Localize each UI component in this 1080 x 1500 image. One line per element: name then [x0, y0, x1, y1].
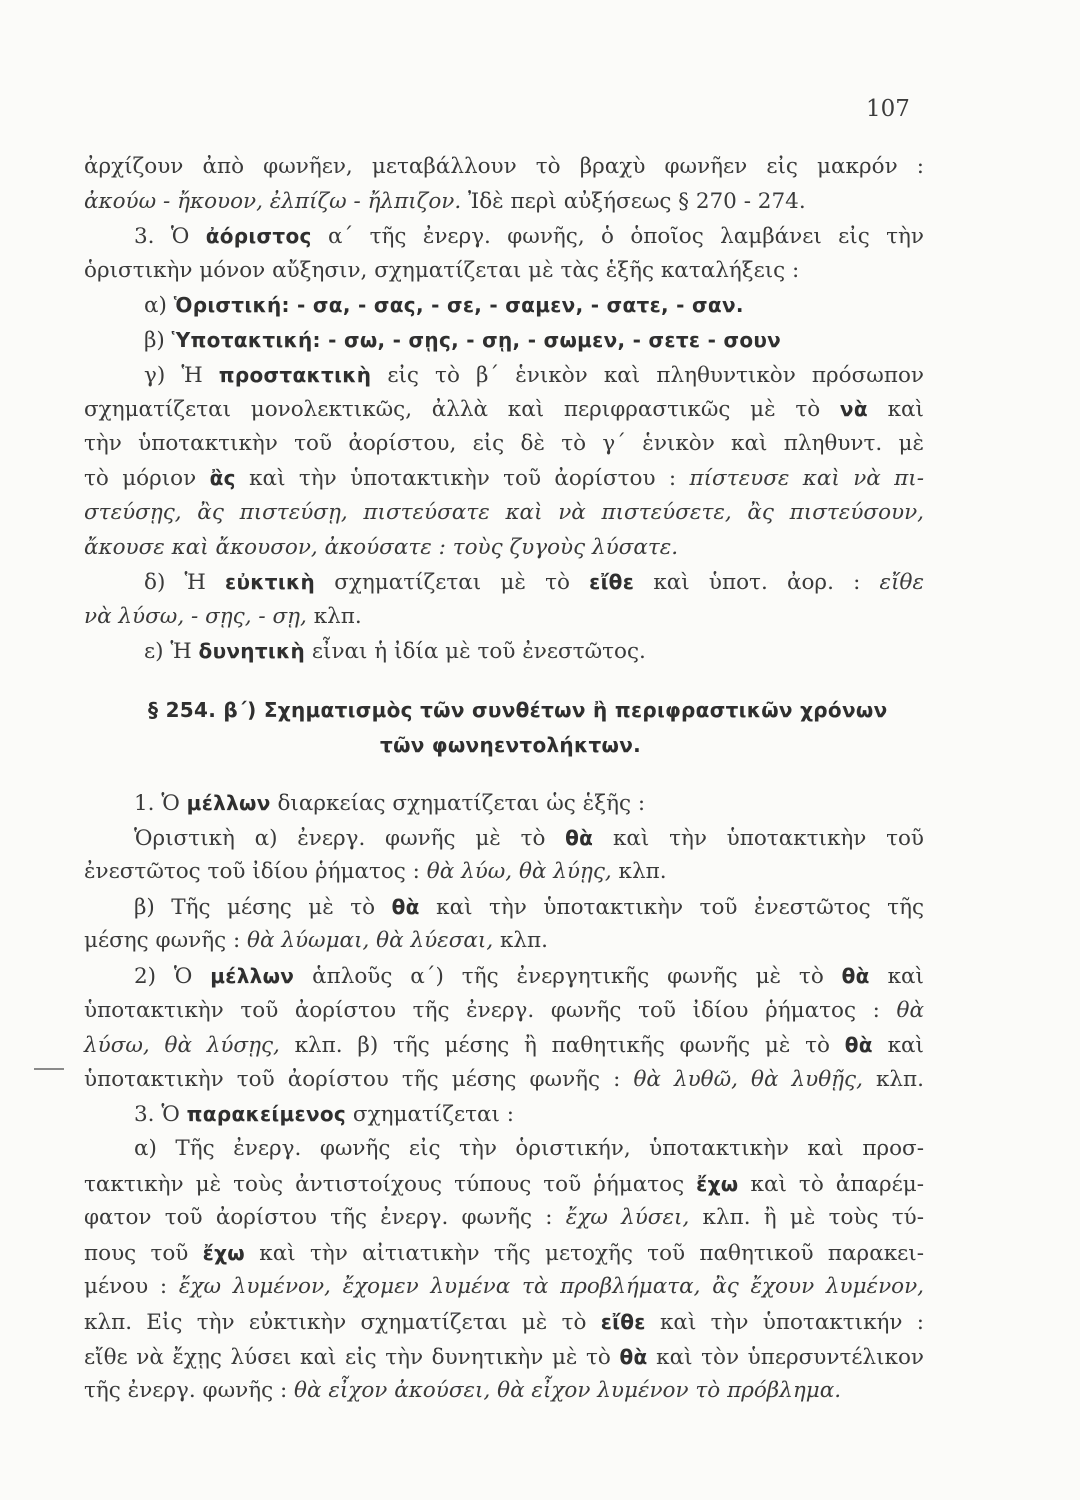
text-run: 3. Ὁ [134, 224, 206, 250]
bold-text: Ὑποτακτική: - σω, - σῃς, - σῃ, - σωμεν, - σετε - σουν [171, 327, 782, 352]
text-run: ἀρχίζουν ἀπὸ φωνῆεν, μεταβάλλουν τὸ βραχὺ φωνῆεν εἰς μακρόν : [84, 154, 924, 179]
text-run: ὑποτακτικὴν τοῦ ἀορίστου τῆς ἐνεργ. φωνῆς τοῦ ἰδίου ῥήματος : [84, 997, 897, 1023]
text-run: ἁπλοῦς α΄) τῆς ἐνεργητικῆς φωνῆς μὲ τὸ [294, 964, 842, 990]
italic-text: θὰ [896, 997, 924, 1023]
italic-text: ἀκούω - ἤκουον, ἐλπίζω - ἤλπιζον. [84, 188, 462, 214]
text-run: δ) Ἡ [144, 570, 226, 596]
bold-text: § 254. β΄) Σχηματισμὸς τῶν συνθέτων ἢ περιφραστικῶν χρόνων [148, 697, 888, 722]
text-run: κλπ. ἢ μὲ τοὺς τύ- [689, 1205, 924, 1231]
italic-text: ἔχω λύσει, [565, 1205, 690, 1231]
text-run: καὶ τὴν αἰτιατικὴν τῆς μετοχῆς τοῦ παθητικοῦ παρακει- [245, 1240, 924, 1266]
bold-text: εἴθε [589, 570, 635, 595]
italic-text: θὰ λύωμαι, θὰ λύεσαι, [247, 928, 494, 954]
text-run: σχηματίζεται : [346, 1102, 515, 1128]
text-line [84, 1305, 924, 1340]
text-line [84, 565, 924, 600]
text-run: τὴν ὑποτακτικὴν τοῦ ἀορίστου, εἰς δὲ τὸ γ΄ ἑνικὸν καὶ πληθυντ. μὲ [84, 430, 924, 456]
bold-text: ἂς [209, 466, 236, 491]
bold-text: νὰ [839, 397, 868, 422]
text-run: β) Τῆς μέσης μὲ τὸ [134, 894, 392, 920]
text-run: κλπ. β) τῆς μέσης ἢ παθητικῆς φωνῆς μὲ τὸ [279, 1033, 845, 1059]
text-line [84, 531, 924, 566]
text-line [84, 786, 924, 821]
text-run: εἰς τὸ β΄ ἑνικὸν καὶ πληθυντικὸν πρόσωπον [371, 362, 924, 388]
italic-text: πίστευσε καὶ νὰ πι- [689, 466, 924, 492]
text-line [84, 427, 924, 462]
section-heading [84, 728, 924, 763]
text-line [84, 461, 924, 496]
text-line [84, 1167, 924, 1202]
margin-mark [34, 1068, 64, 1070]
text-run: μένου : [84, 1274, 179, 1300]
text-run: Ὁριστικὴ α) ἐνεργ. φωνῆς μὲ τὸ [134, 825, 566, 851]
text-run: καὶ τὴν ὑποτακτικήν : [645, 1310, 925, 1335]
text-line [84, 323, 924, 358]
bold-text: εἴθε [600, 1310, 646, 1334]
text-run: 2) Ὁ [134, 964, 211, 990]
text-run: ὁριστικὴν μόνον αὔξησιν, σχηματίζεται μὲ τὰς ἑξῆς καταλήξεις : [84, 257, 800, 283]
text-run: σχηματίζεται μὲ τὸ [315, 570, 590, 596]
text-line [84, 150, 924, 185]
text-line [84, 1132, 924, 1167]
text-line [84, 855, 924, 890]
page-number: 107 [866, 96, 910, 122]
text-run: καὶ τὸν ὑπερσυντέλικον [647, 1344, 924, 1370]
italic-text: θὰ λυθῶ, θὰ λυθῇς, [633, 1066, 863, 1092]
bold-text: μέλλων [210, 964, 295, 989]
italic-text: λύσω, θὰ λύσῃς, [84, 1033, 280, 1059]
text-run: καὶ τὴν ὑποτακτικὴν τοῦ [593, 825, 924, 851]
text-line [84, 358, 924, 393]
text-run: κλπ. Εἰς τὴν εὐκτικὴν σχηματίζεται μὲ τὸ [84, 1310, 601, 1335]
text-run: β) [144, 327, 172, 353]
italic-text: ἔχω λυμένον, ἔχομεν λυμένα τὰ προβλήματα, ἂς ἔχουν λυμένον, [178, 1274, 925, 1300]
text-line [84, 994, 924, 1029]
bold-text: προστακτικὴ [218, 362, 372, 387]
bold-text: ἀόριστος [205, 224, 312, 249]
text-run: ὑποτακτικὴν τοῦ ἀορίστου τῆς μέσης φωνῆς : [84, 1066, 634, 1092]
italic-text: νὰ λύσω, - σῃς, - σῃ, [84, 603, 307, 629]
text-line [84, 392, 924, 427]
section-heading [84, 693, 924, 728]
text-run: κλπ. [862, 1066, 924, 1092]
text-line [84, 1270, 924, 1305]
bold-text: θὰ [841, 964, 870, 989]
text-run: καὶ τὸ ἀπαρέμ- [738, 1171, 924, 1197]
text-run: φατον τοῦ ἀορίστου τῆς ἐνεργ. φωνῆς : [84, 1205, 566, 1231]
bold-text: εὐκτικὴ [225, 570, 315, 595]
text-run: γ) Ἡ [144, 362, 219, 388]
bold-text: τῶν φωνηεντολήκτων. [380, 732, 642, 757]
text-run: τὸ μόριον [84, 466, 210, 492]
text-run: σχηματίζεται μονολεκτικῶς, ἀλλὰ καὶ περιφραστικῶς μὲ τὸ [84, 397, 840, 423]
text-run: κλπ. [611, 859, 667, 885]
text-line [84, 821, 924, 856]
italic-text: στεύσῃς, ἂς πιστεύσῃ, πιστεύσατε καὶ νὰ πιστεύσετε, ἂς πιστεύσουν, [84, 499, 924, 525]
text-run: εἴθε νὰ ἔχῃς λύσει καὶ εἰς τὴν δυνητικὴν μὲ τὸ [84, 1344, 620, 1370]
text-run: εἶναι ἡ ἰδία μὲ τοῦ ἐνεστῶτος. [305, 639, 646, 665]
bold-text: παρακείμενος [186, 1102, 347, 1127]
text-run: καὶ [867, 397, 924, 423]
text-run: κλπ. [306, 603, 362, 629]
bold-text: Ὁριστική: - σα, - σας, - σε, - σαμεν, - σατε, - σαν. [173, 293, 744, 318]
text-run: τακτικὴν μὲ τοὺς ἀντιστοίχους τύπους τοῦ ῥήματος [84, 1171, 697, 1197]
text-run: καὶ τὴν ὑποτακτικὴν τοῦ ἐνεστῶτος τῆς [419, 894, 924, 920]
text-run: 1. Ὁ [134, 791, 187, 817]
bold-text: μέλλων [186, 791, 271, 816]
text-run: α) [144, 293, 174, 319]
text-line [84, 1063, 924, 1098]
text-run: ἐνεστῶτος τοῦ ἰδίου ῥήματος : [84, 859, 427, 885]
text-run: πους τοῦ [84, 1240, 203, 1266]
text-line [84, 1028, 924, 1063]
text-run: Ἰδὲ περὶ αὐξήσεως § 270 - 274. [461, 188, 806, 214]
text-line [84, 924, 924, 959]
bold-text: ἔχω [696, 1171, 739, 1196]
bold-text: δυνητικὴ [198, 639, 306, 664]
bold-text: θὰ [565, 825, 594, 850]
italic-text: θὰ εἶχον ἀκούσει, θὰ εἶχον λυμένον τὸ πρόβλημα. [294, 1378, 842, 1404]
bold-text: θὰ [391, 894, 420, 919]
text-line [84, 496, 924, 531]
text-line [84, 1374, 924, 1409]
text-line [84, 1201, 924, 1236]
text-run: καὶ ὑποτ. ἀορ. : [634, 570, 880, 596]
text-run: α΄ τῆς ἐνεργ. φωνῆς, ὁ ὁποῖος λαμβάνει εἰς τὴν [311, 224, 924, 250]
bold-text: θὰ [619, 1344, 648, 1369]
text-run: α) Τῆς ἐνεργ. φωνῆς εἰς τὴν ὁριστικήν, ὑποτακτικὴν καὶ προσ- [134, 1136, 924, 1162]
bold-text: ἔχω [202, 1240, 245, 1265]
text-run: καὶ [869, 964, 924, 990]
text-line [84, 959, 924, 994]
italic-text: θὰ λύω, θὰ λύῃς, [426, 859, 612, 885]
text-run: μέσης φωνῆς : [84, 928, 248, 954]
text-run: τῆς ἐνεργ. φωνῆς : [84, 1378, 295, 1404]
text-run: ε) Ἡ [144, 639, 199, 665]
text-line [84, 1340, 924, 1375]
bold-text: θὰ [844, 1033, 873, 1058]
text-run: καὶ [872, 1033, 924, 1059]
text-run: 3. Ὁ [134, 1102, 187, 1128]
text-line [84, 185, 924, 220]
text-line [84, 600, 924, 635]
text-line [84, 890, 924, 925]
text-run: κλπ. [493, 928, 549, 954]
page-text [84, 150, 924, 1409]
text-line [84, 288, 924, 323]
text-run: διαρκείας σχηματίζεται ὡς ἑξῆς : [270, 791, 646, 817]
text-line [84, 1097, 924, 1132]
text-line [84, 254, 924, 289]
text-line [84, 634, 924, 669]
text-line [84, 219, 924, 254]
text-line [84, 1236, 924, 1271]
italic-text: εἴθε [879, 570, 924, 596]
italic-text: ἄκουσε καὶ ἄκουσον, ἀκούσατε : τοὺς ζυγοὺς λύσατε. [84, 534, 679, 560]
text-run: καὶ τὴν ὑποτακτικὴν τοῦ ἀορίστου : [235, 466, 690, 492]
